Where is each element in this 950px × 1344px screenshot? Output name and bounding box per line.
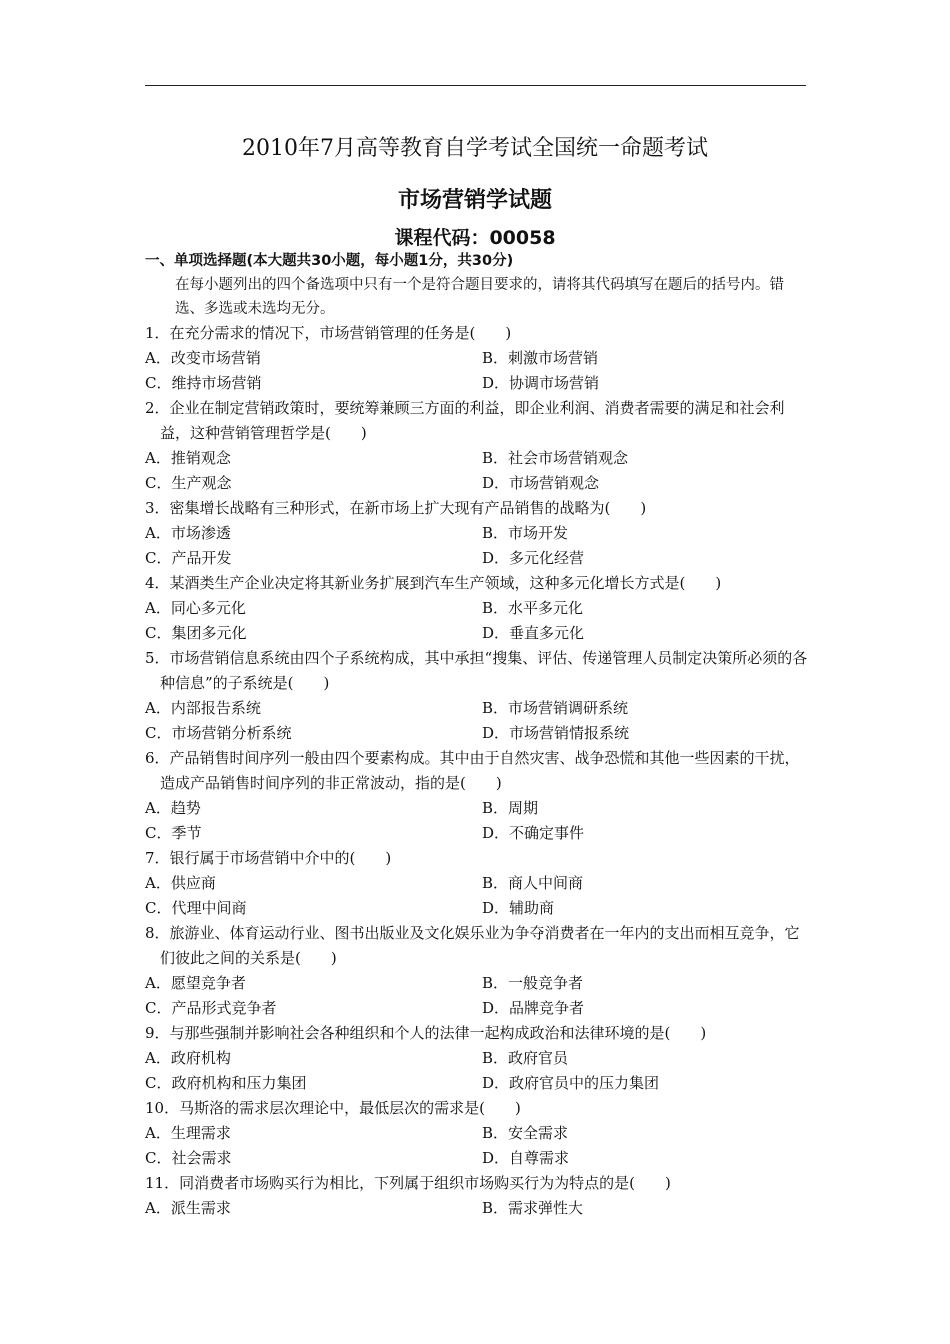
- answer-option: A．趋势: [145, 799, 201, 817]
- question-item: [145, 321, 810, 396]
- paper-title: 市场营销学试题: [397, 188, 552, 213]
- answer-option: A．政府机构: [145, 1049, 231, 1067]
- answer-option: C．市场营销分析系统: [145, 724, 292, 742]
- answer-option: B．水平多元化: [482, 599, 584, 617]
- answer-option: C．生产观念: [145, 474, 232, 492]
- question-stem: 10．马斯洛的需求层次理论中，最低层次的需求是( ): [145, 1099, 521, 1117]
- question-stem: 6．产品销售时间序列一般由四个要素构成。其中由于自然灾害、战争恐慌和其他一些因素的干扰，造成产品销售时间序列的非正常波动，指的是( ): [145, 749, 800, 792]
- question-stem: 11．同消费者市场购买行为相比，下列属于组织市场购买行为为特点的是( ): [145, 1174, 671, 1192]
- header-rule: [145, 85, 806, 86]
- question-options: [145, 1196, 810, 1221]
- question-options: [145, 871, 810, 921]
- answer-option: C．代理中间商: [145, 899, 247, 917]
- answer-option: B．政府官员: [482, 1049, 569, 1067]
- question-stem: 2．企业在制定营销政策时，要统筹兼顾三方面的利益，即企业利润、消费者需要的满足和社会利益，这种营销管理哲学是( ): [145, 399, 785, 442]
- answer-option: C．季节: [145, 824, 202, 842]
- question-stem: 3．密集增长战略有三种形式，在新市场上扩大现有产品销售的战略为( ): [145, 499, 647, 517]
- answer-option: B．刺激市场营销: [482, 349, 599, 367]
- question-stem: 8．旅游业、体育运动行业、图书出版业及文化娱乐业为争夺消费者在一年内的支出而相互竞争，它们彼此之间的关系是( ): [145, 924, 800, 967]
- section-heading: 一、单项选择题(本大题共30小题，每小题1分，共30分): [145, 253, 514, 269]
- answer-option: A．愿望竞争者: [145, 974, 246, 992]
- answer-option: C．社会需求: [145, 1149, 232, 1167]
- question-options: [145, 696, 810, 746]
- answer-option: D．市场营销情报系统: [482, 724, 630, 742]
- answer-option: D．品牌竞争者: [482, 999, 585, 1017]
- answer-option: A．同心多元化: [145, 599, 246, 617]
- answer-option: D．协调市场营销: [482, 374, 600, 392]
- answer-option: A．生理需求: [145, 1124, 231, 1142]
- question-item: [145, 1171, 810, 1221]
- answer-option: B．市场开发: [482, 524, 569, 542]
- answer-option: B．需求弹性大: [482, 1199, 584, 1217]
- answer-option: B．市场营销调研系统: [482, 699, 629, 717]
- answer-option: D．政府官员中的压力集团: [482, 1074, 660, 1092]
- answer-option: C．集团多元化: [145, 624, 247, 642]
- question-stem: 9．与那些强制并影响社会各种组织和个人的法律一起构成政治和法律环境的是( ): [145, 1024, 707, 1042]
- question-item: [145, 646, 810, 746]
- question-item: [145, 1096, 810, 1171]
- answer-option: A．供应商: [145, 874, 216, 892]
- answer-option: D．辅助商: [482, 899, 555, 917]
- answer-option: A．市场渗透: [145, 524, 231, 542]
- answer-option: B．周期: [482, 799, 539, 817]
- exam-title: 2010年7月高等教育自学考试全国统一命题考试: [242, 136, 708, 161]
- question-item: [145, 571, 810, 646]
- question-options: [145, 971, 810, 1021]
- question-item: [145, 746, 810, 846]
- answer-option: D．垂直多元化: [482, 624, 585, 642]
- answer-option: B．一般竞争者: [482, 974, 584, 992]
- answer-option: A．内部报告系统: [145, 699, 261, 717]
- answer-option: A．派生需求: [145, 1199, 231, 1217]
- question-options: [145, 1046, 810, 1096]
- question-list: [145, 321, 810, 1221]
- question-stem: 7．银行属于市场营销中介中的( ): [145, 849, 392, 867]
- answer-option: D．市场营销观念: [482, 474, 600, 492]
- answer-option: C．产品开发: [145, 549, 232, 567]
- course-code: 课程代码：00058: [394, 227, 556, 249]
- question-options: [145, 521, 810, 571]
- answer-option: C．产品形式竞争者: [145, 999, 277, 1017]
- answer-option: D．不确定事件: [482, 824, 585, 842]
- question-options: [145, 796, 810, 846]
- section-instructions: 在每小题列出的四个备选项中只有一个是符合题目要求的，请将其代码填写在题后的括号内。错选、多选或未选均无分。: [175, 277, 784, 317]
- answer-option: D．自尊需求: [482, 1149, 570, 1167]
- answer-option: B．社会市场营销观念: [482, 449, 629, 467]
- answer-option: B．安全需求: [482, 1124, 569, 1142]
- answer-option: C．维持市场营销: [145, 374, 262, 392]
- question-stem: 4．某酒类生产企业决定将其新业务扩展到汽车生产领域，这种多元化增长方式是( ): [145, 574, 722, 592]
- answer-option: A．推销观念: [145, 449, 231, 467]
- question-item: [145, 396, 810, 496]
- answer-option: B．商人中间商: [482, 874, 584, 892]
- question-options: [145, 346, 810, 396]
- exam-body: [145, 249, 810, 1221]
- question-item: [145, 496, 810, 571]
- question-item: [145, 846, 810, 921]
- answer-option: D．多元化经营: [482, 549, 585, 567]
- answer-option: A．改变市场营销: [145, 349, 261, 367]
- question-item: [145, 921, 810, 1021]
- question-options: [145, 1121, 810, 1171]
- question-options: [145, 446, 810, 496]
- answer-option: C．政府机构和压力集团: [145, 1074, 307, 1092]
- question-options: [145, 596, 810, 646]
- question-item: [145, 1021, 810, 1096]
- question-stem: 5．市场营销信息系统由四个子系统构成，其中承担“搜集、评估、传递管理人员制定决策所必须的各种信息”的子系统是( ): [145, 649, 808, 692]
- question-stem: 1．在充分需求的情况下，市场营销管理的任务是( ): [145, 324, 512, 342]
